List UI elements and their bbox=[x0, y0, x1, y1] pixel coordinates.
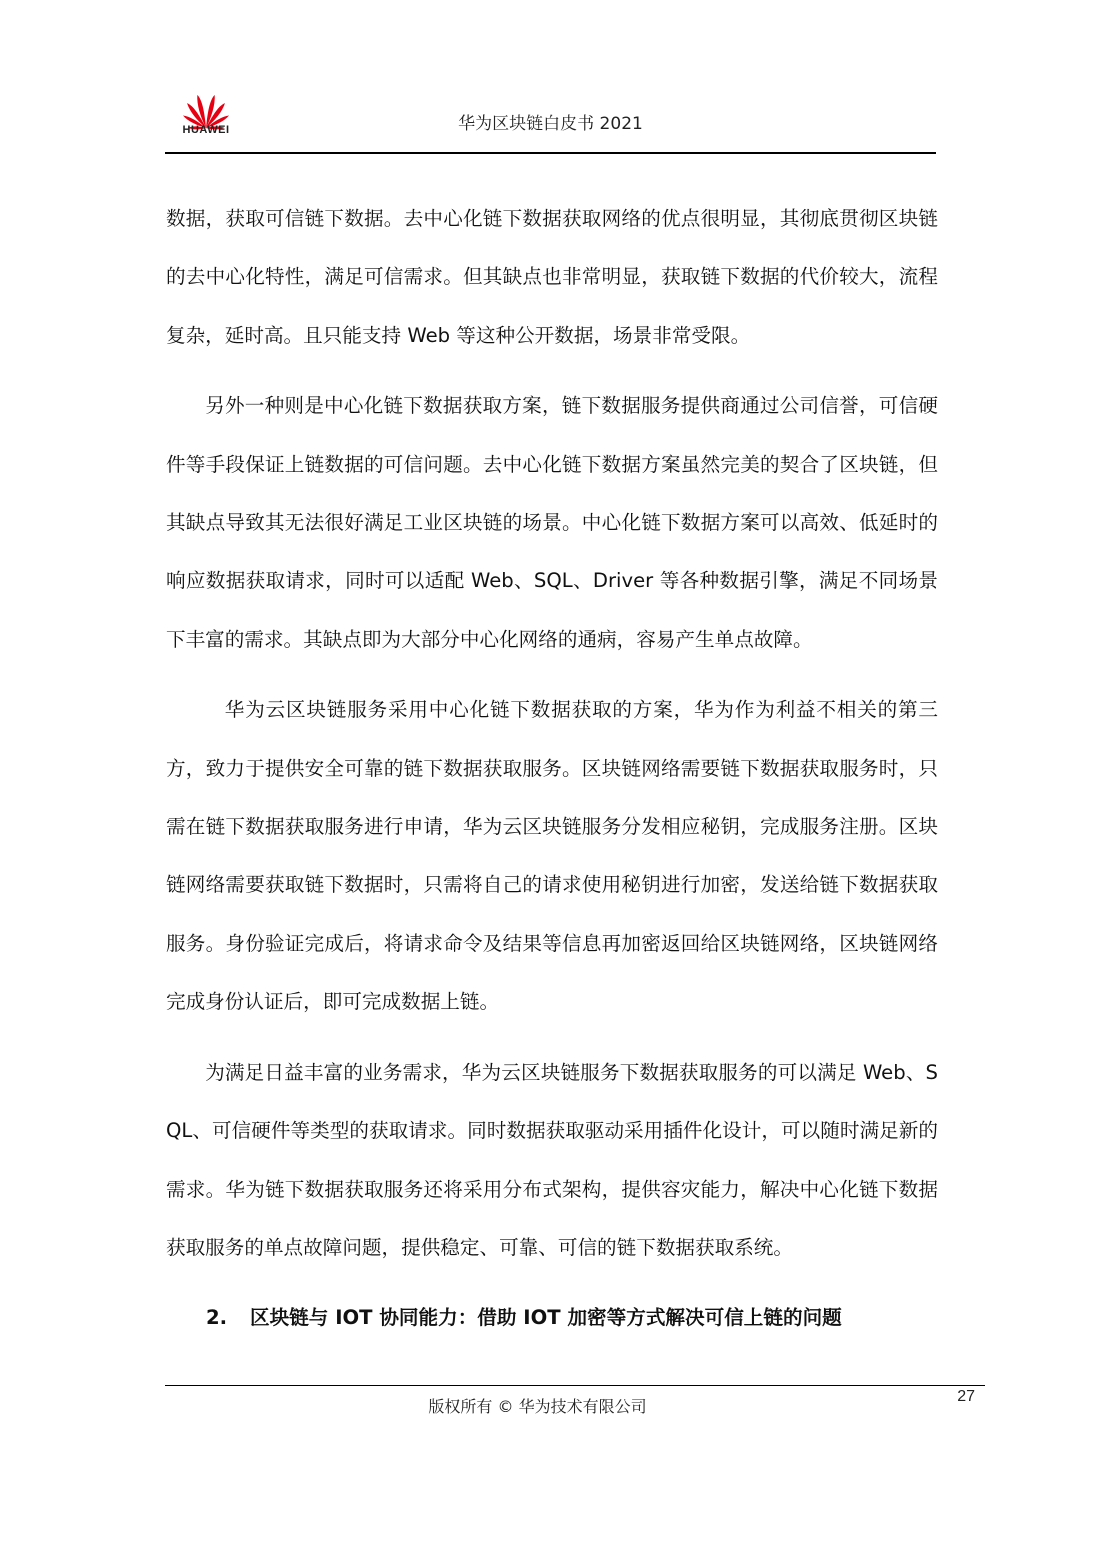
page-number: 27 bbox=[957, 1388, 975, 1405]
section-heading bbox=[166, 1289, 938, 1347]
paragraph-2: 另外一种则是中心化链下数据获取方案，链下数据服务提供商通过公司信誉，可信硬件等手段保证上链数据的可信问题。去中心化链下数据方案虽然完美的契合了区块链，但其缺点导致其无法很好满足工业区块链的场景。中心化链下数据方案可以高效、低延时的响应数据获取请求，同时可以适配 Web、SQL、Driver 等各种数据引擎，满足不同场景下丰富的需求。其缺点即为大部分中心化网络的通病，容易产生单点故障。 bbox=[166, 394, 938, 651]
copyright-notice: 版权所有 © 华为技术有限公司 bbox=[428, 1397, 647, 1416]
section-number: 2. bbox=[206, 1306, 228, 1330]
page-footer bbox=[165, 1385, 985, 1426]
page-content bbox=[166, 190, 938, 1347]
logo-wordmark: HUAWEI bbox=[182, 124, 230, 136]
paragraph-3: 华为云区块链服务采用中心化链下数据获取的方案，华为作为利益不相关的第三方，致力于提供安全可靠的链下数据获取服务。区块链网络需要链下数据获取服务时，只需在链下数据获取服务进行申请，华为云区块链服务分发相应秘钥，完成服务注册。区块链网络需要获取链下数据时，只需将自己的请求使用秘钥进行加密，发送给链下数据获取服务。身份验证完成后，将请求命令及结果等信息再加密返回给区块链网络，区块链网络完成身份认证后，即可完成数据上链。 bbox=[166, 698, 938, 1014]
paragraph-1: 数据，获取可信链下数据。去中心化链下数据获取网络的优点很明显，其彻底贯彻区块链的去中心化特性，满足可信需求。但其缺点也非常明显，获取链下数据的代价较大，流程复杂，延时高。且只能支持 Web 等这种公开数据，场景非常受限。 bbox=[166, 207, 938, 347]
paragraph-4: 为满足日益丰富的业务需求，华为云区块链服务下数据获取服务的可以满足 Web、SQL、可信硬件等类型的获取请求。同时数据获取驱动采用插件化设计，可以随时满足新的需求。华为链下数据获取服务还将采用分布式架构，提供容灾能力，解决中心化链下数据获取服务的单点故障问题，提供稳定、可靠、可信的链下数据获取系统。 bbox=[166, 1060, 938, 1259]
section-title: 区块链与 IOT 协同能力：借助 IOT 加密等方式解决可信上链的问题 bbox=[250, 1306, 842, 1330]
document-title: 华为区块链白皮书 2021 bbox=[458, 114, 643, 134]
page-header bbox=[165, 78, 936, 154]
